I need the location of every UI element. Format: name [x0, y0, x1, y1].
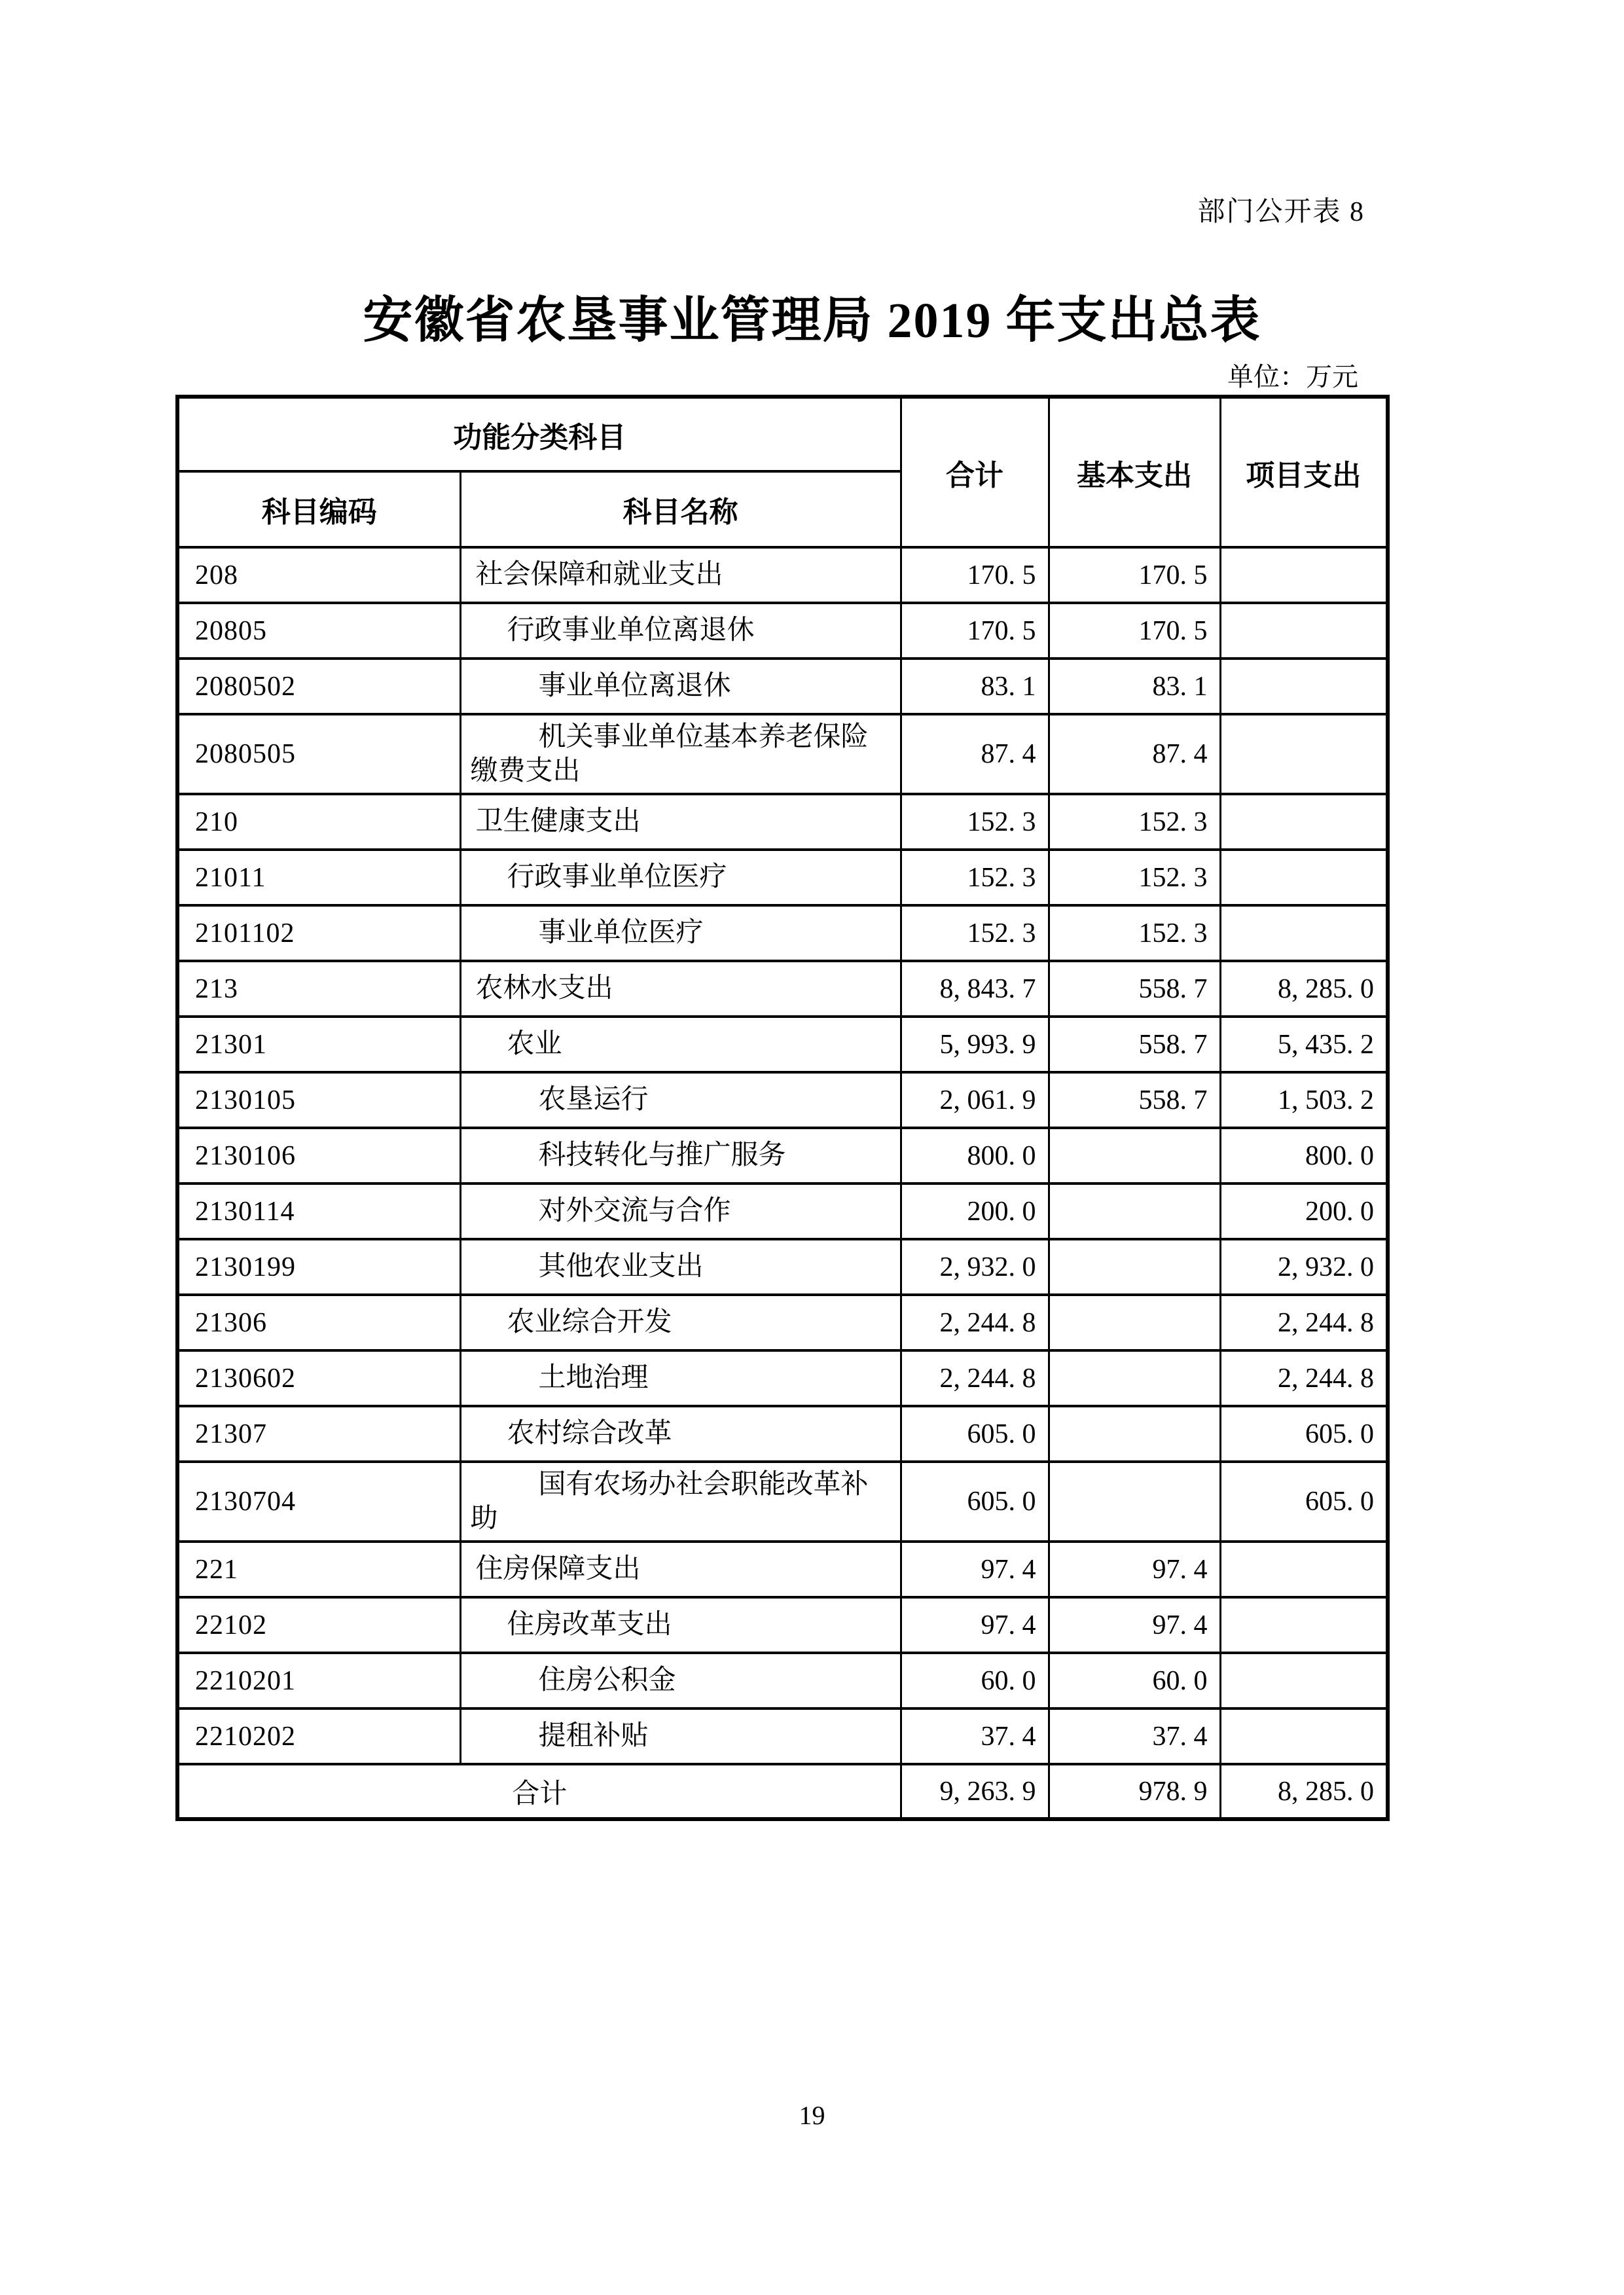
total-value: 83. 1 [901, 659, 1049, 714]
project-value: 8, 285. 0 [1220, 961, 1388, 1017]
footer-total-value: 9, 263. 9 [901, 1764, 1049, 1819]
subject-code: 2130105 [177, 1072, 460, 1128]
subject-name: 事业单位医疗 [460, 905, 901, 961]
table-row [177, 1239, 1388, 1295]
subject-name: 农垦运行 [460, 1072, 901, 1128]
project-value [1220, 714, 1388, 794]
subject-name: 住房改革支出 [460, 1597, 901, 1653]
total-value: 87. 4 [901, 714, 1049, 794]
table-row [177, 1708, 1388, 1764]
header-subject-code: 科目编码 [177, 471, 460, 547]
total-value: 5, 993. 9 [901, 1017, 1049, 1072]
basic-value: 152. 3 [1049, 794, 1220, 850]
page-number: 19 [799, 2101, 825, 2130]
subject-code: 2130704 [177, 1462, 460, 1542]
subject-code: 2130602 [177, 1350, 460, 1406]
table-row [177, 1072, 1388, 1128]
total-value: 152. 3 [901, 794, 1049, 850]
table-row [177, 1184, 1388, 1239]
basic-value [1049, 1462, 1220, 1542]
header-subject-name: 科目名称 [460, 471, 901, 547]
subject-code: 210 [177, 794, 460, 850]
project-value [1220, 1542, 1388, 1597]
basic-value [1049, 1239, 1220, 1295]
table-row [177, 1542, 1388, 1597]
project-value: 200. 0 [1220, 1184, 1388, 1239]
table-row [177, 1653, 1388, 1708]
basic-value: 170. 5 [1049, 603, 1220, 659]
basic-value: 558. 7 [1049, 1017, 1220, 1072]
project-value: 605. 0 [1220, 1462, 1388, 1542]
total-value: 60. 0 [901, 1653, 1049, 1708]
subject-name: 农业 [460, 1017, 901, 1072]
subject-name: 农林水支出 [460, 961, 901, 1017]
subject-name: 国有农场办社会职能改革补助 [460, 1462, 901, 1542]
basic-value [1049, 1350, 1220, 1406]
project-value [1220, 1653, 1388, 1708]
table-row [177, 1350, 1388, 1406]
table-row [177, 1462, 1388, 1542]
project-value: 1, 503. 2 [1220, 1072, 1388, 1128]
footer-total-label: 合计 [177, 1764, 901, 1819]
basic-value: 558. 7 [1049, 1072, 1220, 1128]
basic-value: 83. 1 [1049, 659, 1220, 714]
page-title: 安徽省农垦事业管理局 2019 年支出总表 [363, 293, 1261, 348]
basic-value: 152. 3 [1049, 850, 1220, 905]
total-value: 152. 3 [901, 905, 1049, 961]
subject-name: 机关事业单位基本养老保险缴费支出 [460, 714, 901, 794]
header-total: 合计 [901, 397, 1049, 547]
subject-code: 20805 [177, 603, 460, 659]
unit-note: 单位：万元 [1227, 362, 1358, 391]
project-value: 5, 435. 2 [1220, 1017, 1388, 1072]
table-row [177, 547, 1388, 603]
total-value: 605. 0 [901, 1406, 1049, 1462]
table-row [177, 1128, 1388, 1184]
total-value: 2, 244. 8 [901, 1295, 1049, 1350]
table-row [177, 794, 1388, 850]
subject-name: 社会保障和就业支出 [460, 547, 901, 603]
subject-name: 土地治理 [460, 1350, 901, 1406]
table-header-row-1 [177, 397, 1388, 471]
basic-value: 87. 4 [1049, 714, 1220, 794]
table-row [177, 1295, 1388, 1350]
subject-code: 2080502 [177, 659, 460, 714]
table-row [177, 905, 1388, 961]
basic-value [1049, 1184, 1220, 1239]
subject-name: 行政事业单位医疗 [460, 850, 901, 905]
subject-name: 农业综合开发 [460, 1295, 901, 1350]
table-row [177, 1597, 1388, 1653]
doc-label: 部门公开表 8 [1197, 197, 1365, 227]
project-value [1220, 603, 1388, 659]
subject-name: 农村综合改革 [460, 1406, 901, 1462]
project-value [1220, 794, 1388, 850]
subject-code: 21306 [177, 1295, 460, 1350]
expenditure-table [175, 395, 1390, 1821]
project-value [1220, 850, 1388, 905]
table-footer-row [177, 1764, 1388, 1819]
total-value: 2, 244. 8 [901, 1350, 1049, 1406]
total-value: 200. 0 [901, 1184, 1049, 1239]
subject-name: 对外交流与合作 [460, 1184, 901, 1239]
subject-name: 事业单位离退休 [460, 659, 901, 714]
basic-value [1049, 1128, 1220, 1184]
project-value: 2, 244. 8 [1220, 1350, 1388, 1406]
basic-value: 97. 4 [1049, 1542, 1220, 1597]
basic-value: 60. 0 [1049, 1653, 1220, 1708]
table-row [177, 961, 1388, 1017]
table-row [177, 850, 1388, 905]
total-value: 605. 0 [901, 1462, 1049, 1542]
table-row [177, 714, 1388, 794]
total-value: 170. 5 [901, 603, 1049, 659]
total-value: 152. 3 [901, 850, 1049, 905]
total-value: 97. 4 [901, 1542, 1049, 1597]
project-value: 2, 244. 8 [1220, 1295, 1388, 1350]
basic-value: 170. 5 [1049, 547, 1220, 603]
total-value: 2, 061. 9 [901, 1072, 1049, 1128]
basic-value [1049, 1295, 1220, 1350]
project-value [1220, 659, 1388, 714]
total-value: 37. 4 [901, 1708, 1049, 1764]
total-value: 800. 0 [901, 1128, 1049, 1184]
subject-code: 21307 [177, 1406, 460, 1462]
footer-project-value: 8, 285. 0 [1220, 1764, 1388, 1819]
subject-name: 行政事业单位离退休 [460, 603, 901, 659]
header-function-category: 功能分类科目 [177, 397, 901, 471]
subject-code: 21301 [177, 1017, 460, 1072]
project-value [1220, 1597, 1388, 1653]
table-row [177, 603, 1388, 659]
subject-name: 住房公积金 [460, 1653, 901, 1708]
subject-name: 科技转化与推广服务 [460, 1128, 901, 1184]
subject-code: 2210201 [177, 1653, 460, 1708]
subject-code: 2130114 [177, 1184, 460, 1239]
total-value: 97. 4 [901, 1597, 1049, 1653]
total-value: 170. 5 [901, 547, 1049, 603]
basic-value: 97. 4 [1049, 1597, 1220, 1653]
basic-value [1049, 1406, 1220, 1462]
subject-code: 2130106 [177, 1128, 460, 1184]
subject-name: 卫生健康支出 [460, 794, 901, 850]
subject-code: 2210202 [177, 1708, 460, 1764]
basic-value: 37. 4 [1049, 1708, 1220, 1764]
subject-code: 213 [177, 961, 460, 1017]
header-project-expenditure: 项目支出 [1220, 397, 1388, 547]
project-value: 800. 0 [1220, 1128, 1388, 1184]
subject-code: 221 [177, 1542, 460, 1597]
subject-code: 2101102 [177, 905, 460, 961]
project-value [1220, 905, 1388, 961]
footer-basic-value: 978. 9 [1049, 1764, 1220, 1819]
subject-code: 2130199 [177, 1239, 460, 1295]
subject-code: 21011 [177, 850, 460, 905]
subject-name: 提租补贴 [460, 1708, 901, 1764]
subject-name: 其他农业支出 [460, 1239, 901, 1295]
header-basic-expenditure: 基本支出 [1049, 397, 1220, 547]
table-row [177, 1406, 1388, 1462]
table-row [177, 659, 1388, 714]
project-value: 2, 932. 0 [1220, 1239, 1388, 1295]
project-value: 605. 0 [1220, 1406, 1388, 1462]
total-value: 8, 843. 7 [901, 961, 1049, 1017]
subject-code: 208 [177, 547, 460, 603]
subject-code: 22102 [177, 1597, 460, 1653]
total-value: 2, 932. 0 [901, 1239, 1049, 1295]
project-value [1220, 547, 1388, 603]
basic-value: 558. 7 [1049, 961, 1220, 1017]
project-value [1220, 1708, 1388, 1764]
subject-code: 2080505 [177, 714, 460, 794]
basic-value: 152. 3 [1049, 905, 1220, 961]
table-row [177, 1017, 1388, 1072]
subject-name: 住房保障支出 [460, 1542, 901, 1597]
